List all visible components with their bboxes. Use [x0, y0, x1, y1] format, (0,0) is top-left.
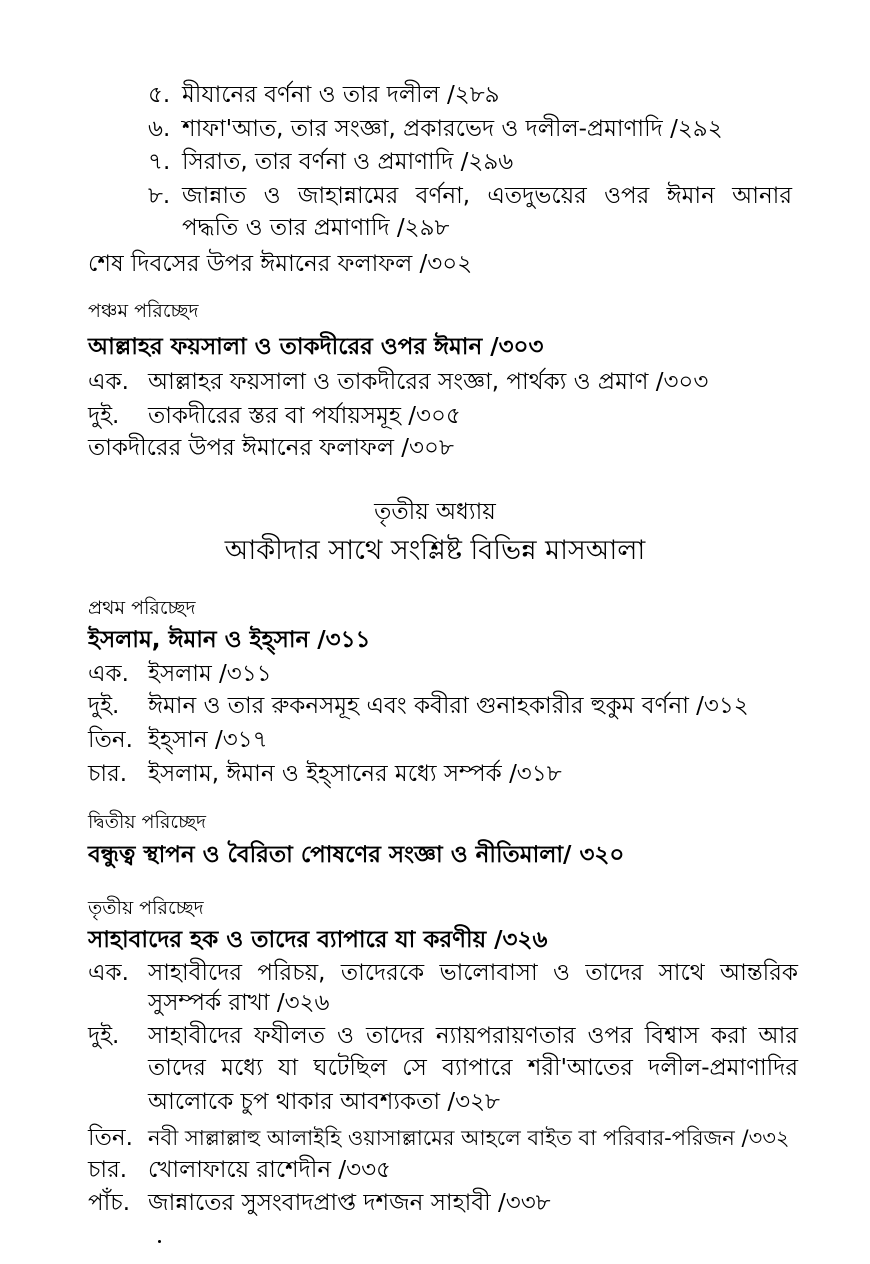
item-text: তাকদীরের স্তর বা পর্যায়সমূহ /৩০৫: [148, 403, 461, 429]
item-text: জান্নাতের সুসংবাদপ্রাপ্ত দশজন সাহাবী /৩৩৮: [148, 1190, 551, 1216]
item-text: আল্লাহর ফয়সালা ও তাকদীরের সংজ্ঞা, পার্থক্য ও প্রমাণ /৩০৩: [148, 369, 709, 395]
item-text: সিরাত, তার বর্ণনা ও প্রমাণাদি /২৯৬: [182, 149, 514, 175]
section-heading: ইসলাম, ঈমান ও ইহ্সান /৩১১: [88, 627, 371, 653]
toc-item: [88, 725, 268, 755]
item-text: শাফা'আত, তার সংজ্ঞা, প্রকারভেদ ও দলীল-প্রমাণাদি /২৯২: [182, 116, 723, 142]
item-text: ইসলাম, ঈমান ও ইহ্সানের মধ্যে সম্পর্ক /৩১৮: [148, 761, 562, 787]
item-text: জান্নাত ও জাহান্নামের বর্ণনা, এতদুভয়ের ওপর ঈমান আনার: [182, 183, 792, 209]
item-text: সাহাবীদের ফযীলত ও তাদের ন্যায়পরায়ণতার ওপর বিশ্বাস করা আর: [148, 1023, 798, 1049]
section-label: পঞ্চম পরিচ্ছেদ: [88, 300, 199, 322]
chapter-title: আকীদার সাথে সংশ্লিষ্ট বিভিন্ন মাসআলা: [224, 535, 646, 566]
item-number: পাঁচ.: [88, 1190, 131, 1216]
item-text-continued: তাদের মধ্যে যা ঘটেছিল সে ব্যাপারে শরী'আতের দলীল-প্রমাণাদির: [148, 1055, 798, 1081]
qadr-fruits: তাকদীরের উপর ঈমানের ফলাফল /৩০৮: [88, 435, 454, 461]
item-text-continued: সুসম্পর্ক রাখা /৩২৬: [148, 990, 330, 1016]
toc-item: [88, 958, 148, 988]
section-label: তৃতীয় পরিচ্ছেদ: [88, 897, 204, 919]
item-number: ৫.: [148, 82, 171, 108]
toc-item-7: [148, 147, 513, 177]
chapter-label: তৃতীয় অধ্যায়: [374, 499, 496, 525]
toc-item-8: [148, 181, 182, 211]
item-text: সাহাবীদের পরিচয়, তাদেরকে ভালোবাসা ও তাদের সাথে আন্তরিক: [148, 960, 798, 986]
toc-item: [88, 367, 708, 397]
section-label: প্রথম পরিচ্ছেদ: [88, 597, 196, 619]
item-text: ইসলাম /৩১১: [148, 661, 272, 687]
item-text: ঈমান ও তার রুকনসমূহ এবং কবীরা গুনাহকারীর হুকুম বর্ণনা /৩১২: [148, 693, 749, 719]
item-number: চার.: [88, 1157, 128, 1183]
item-number: এক.: [88, 661, 129, 687]
last-day-fruits: শেষ দিবসের উপর ঈমানের ফলাফল /৩০২: [88, 251, 473, 277]
item-text: খোলাফায়ে রাশেদীন /৩৩৫: [148, 1157, 391, 1183]
section-heading: বন্ধুত্ব স্থাপন ও বৈরিতা পোষণের সংজ্ঞা ও নীতিমালা/ ৩২০: [88, 842, 625, 868]
item-number: তিন.: [88, 1125, 133, 1151]
toc-item: [88, 1021, 148, 1051]
item-text: ইহ্সান /৩১৭: [148, 727, 268, 753]
item-number: তিন.: [88, 727, 133, 753]
item-text: মীযানের বর্ণনা ও তার দলীল /২৮৯: [182, 82, 500, 108]
item-number: ৬.: [148, 116, 171, 142]
toc-item: [88, 1155, 391, 1185]
toc-item-5: [148, 80, 500, 110]
item-text: নবী সাল্লাল্লাহু আলাইহি ওয়াসাল্লামের আহলে বাইত বা পরিবার-পরিজন /৩৩২: [148, 1126, 790, 1150]
toc-item: [88, 1188, 551, 1218]
item-number: ৮.: [148, 183, 171, 209]
section-label: দ্বিতীয় পরিচ্ছেদ: [88, 811, 207, 833]
toc-item: [88, 691, 749, 721]
item-text-continued: পদ্ধতি ও তার প্রমাণাদি /২৯৮: [182, 215, 450, 241]
toc-item: [88, 401, 461, 431]
item-number: দুই.: [88, 693, 120, 719]
item-number: ৭.: [148, 149, 171, 175]
item-number: দুই.: [88, 1023, 120, 1049]
toc-item: [88, 759, 562, 789]
item-number: দুই.: [88, 403, 120, 429]
section-heading: আল্লাহর ফয়সালা ও তাকদীরের ওপর ঈমান /৩০৩: [88, 334, 544, 360]
toc-item: [88, 659, 272, 689]
item-number: চার.: [88, 761, 128, 787]
toc-item-6: [148, 114, 723, 144]
toc-item: [88, 1123, 790, 1153]
scan-speck: [158, 1240, 161, 1243]
item-number: এক.: [88, 369, 129, 395]
item-text-continued: আলোকে চুপ থাকার আবশ্যকতা /৩২৮: [148, 1089, 500, 1115]
item-number: এক.: [88, 960, 129, 986]
section-heading: সাহাবাদের হক ও তাদের ব্যাপারে যা করণীয় /৩২৬: [88, 927, 548, 953]
